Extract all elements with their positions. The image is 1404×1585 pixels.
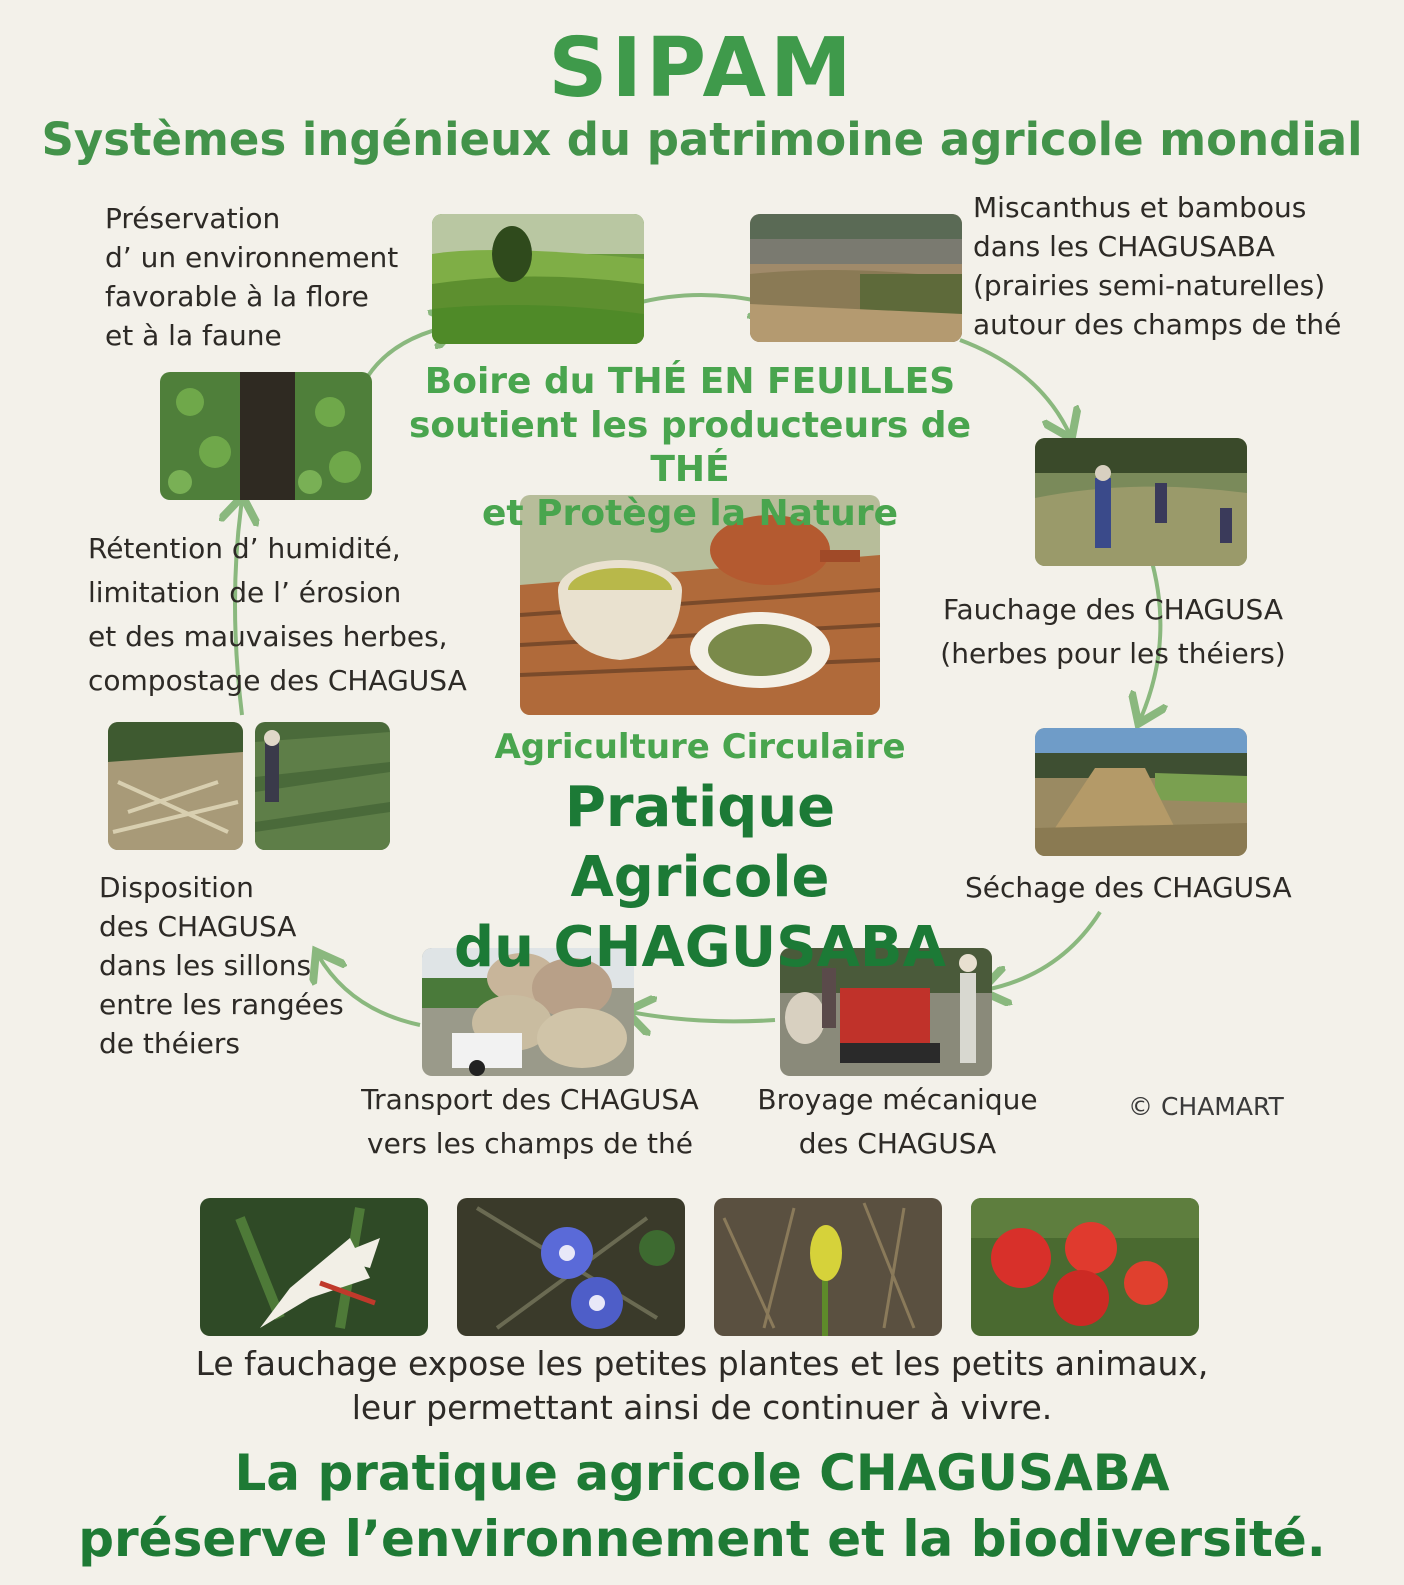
caption-broyage: Broyage mécanique des CHAGUSA <box>757 1083 1038 1160</box>
arrow-5 <box>985 912 1100 990</box>
tea-field-photo <box>432 214 644 344</box>
biodiversity-caption: Le fauchage expose les petites plantes et les petits animaux, leur permettant ainsi de continuer à vivre. <box>195 1344 1209 1427</box>
gentian-photo <box>457 1198 685 1336</box>
conclusion: La pratique agricole CHAGUSABA préserve l’environnement et la biodiversité. <box>78 1444 1326 1568</box>
mowing-photo <box>1035 438 1247 566</box>
arrow-6 <box>630 1012 775 1021</box>
caption-transport: Transport des CHAGUSA vers les champs de thé <box>361 1083 699 1160</box>
caption-miscanthus: Miscanthus et bambous dans les CHAGUSABA (prairies semi-naturelles) autour des champs de thé <box>973 191 1342 341</box>
disposition-photo-2 <box>255 722 390 850</box>
practice-title: Pratique Agricole du CHAGUSABA <box>454 775 946 980</box>
page-subtitle: Systèmes ingénieux du patrimoine agricole mondial <box>41 113 1363 166</box>
caption-disposition: Disposition des CHAGUSA dans les sillons entre les rangées de théiers <box>99 871 344 1060</box>
lily-photo <box>200 1198 428 1336</box>
center-slogan: Boire du THÉ EN FEUILLES soutient les producteurs de THÉ et Protège la Nature <box>409 361 971 534</box>
caption-fauchage: Fauchage des CHAGUSA (herbes pour les théiers) <box>940 593 1286 670</box>
orchid-photo <box>714 1198 942 1336</box>
caption-preservation: Préservation d’ un environnement favorable à la flore et à la faune <box>105 202 399 352</box>
page-title: SIPAM <box>548 21 856 116</box>
caption-retention: Rétention d’ humidité, limitation de l’ érosion et des mauvaises herbes, compostage des CHAGUSA <box>88 532 467 697</box>
caption-sechage: Séchage des CHAGUSA <box>965 871 1292 904</box>
chagusaba-grassland-photo <box>750 214 962 342</box>
circular-agriculture-label: Agriculture Circulaire <box>494 727 906 767</box>
drying-photo <box>1035 728 1247 856</box>
tea-furrow-photo <box>160 372 372 500</box>
copyright: © CHAMART <box>1128 1092 1284 1121</box>
disposition-photo-1 <box>108 722 243 850</box>
red-spider-lily-photo <box>971 1198 1199 1336</box>
